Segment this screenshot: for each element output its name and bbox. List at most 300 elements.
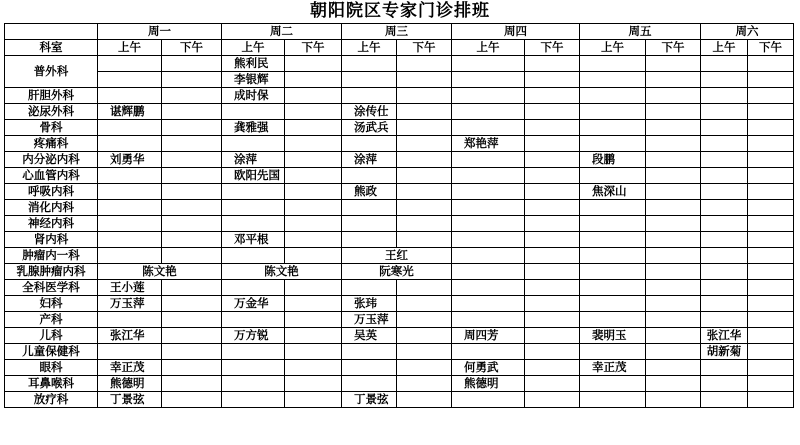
empty-cell: [748, 392, 794, 408]
empty-cell: [646, 152, 701, 168]
empty-cell: [397, 296, 452, 312]
empty-cell: [285, 296, 342, 312]
empty-cell: [646, 232, 701, 248]
empty-cell: [748, 312, 794, 328]
empty-cell: [162, 152, 222, 168]
empty-cell: [397, 184, 452, 200]
doctor-cell: 涂传仕: [342, 104, 397, 120]
day-header-row: [5, 24, 794, 40]
empty-cell: [748, 104, 794, 120]
empty-cell: [285, 72, 342, 88]
doctor-cell: 段鹏: [580, 152, 646, 168]
doctor-cell: 谌辉鹏: [98, 104, 162, 120]
table-row: [5, 88, 794, 104]
table-row: [5, 232, 794, 248]
table-row: [5, 392, 794, 408]
empty-cell: [98, 56, 162, 72]
doctor-cell: 胡新菊: [701, 344, 748, 360]
empty-cell: [452, 392, 525, 408]
doctor-cell: 幸正茂: [580, 360, 646, 376]
doctor-cell: 丁景弦: [342, 392, 397, 408]
empty-cell: [701, 312, 748, 328]
doctor-cell: 熊政: [342, 184, 397, 200]
doctor-cell: 陈文艳: [98, 264, 222, 280]
doctor-cell: 吴英: [342, 328, 397, 344]
table-row: [5, 280, 794, 296]
dept-cell: 全科医学科: [5, 280, 98, 296]
empty-cell: [397, 376, 452, 392]
doctor-cell: 李银辉: [222, 72, 285, 88]
day-header-tue: 周二: [222, 24, 342, 40]
empty-cell: [525, 152, 580, 168]
am-header: 上午: [342, 40, 397, 56]
empty-cell: [525, 232, 580, 248]
empty-cell: [162, 232, 222, 248]
empty-cell: [701, 360, 748, 376]
dept-cell: 呼吸内科: [5, 184, 98, 200]
empty-cell: [701, 120, 748, 136]
empty-cell: [748, 184, 794, 200]
empty-cell: [98, 344, 162, 360]
am-header: 上午: [701, 40, 748, 56]
empty-cell: [342, 56, 397, 72]
dept-cell: 内分泌内科: [5, 152, 98, 168]
dept-cell: 儿科: [5, 328, 98, 344]
empty-cell: [646, 72, 701, 88]
empty-cell: [701, 296, 748, 312]
empty-cell: [525, 360, 580, 376]
doctor-cell: 王红: [342, 248, 452, 264]
dept-cell: 眼科: [5, 360, 98, 376]
empty-cell: [285, 104, 342, 120]
empty-cell: [162, 104, 222, 120]
empty-cell: [646, 200, 701, 216]
empty-cell: [397, 312, 452, 328]
empty-cell: [748, 120, 794, 136]
empty-cell: [397, 72, 452, 88]
empty-cell: [580, 280, 646, 296]
empty-cell: [222, 104, 285, 120]
doctor-cell: 裴明玉: [580, 328, 646, 344]
empty-cell: [285, 200, 342, 216]
empty-cell: [397, 120, 452, 136]
empty-cell: [646, 392, 701, 408]
empty-cell: [285, 184, 342, 200]
empty-cell: [701, 72, 748, 88]
empty-cell: [525, 312, 580, 328]
table-row: [5, 296, 794, 312]
empty-cell: [452, 88, 525, 104]
empty-cell: [646, 88, 701, 104]
empty-cell: [452, 216, 525, 232]
doctor-cell: 周四芳: [452, 328, 525, 344]
am-header: 上午: [98, 40, 162, 56]
doctor-cell: 万金华: [222, 296, 285, 312]
empty-cell: [748, 328, 794, 344]
empty-cell: [525, 168, 580, 184]
doctor-cell: 熊德明: [98, 376, 162, 392]
empty-cell: [580, 392, 646, 408]
empty-cell: [748, 280, 794, 296]
empty-cell: [397, 216, 452, 232]
empty-cell: [701, 56, 748, 72]
empty-cell: [452, 56, 525, 72]
empty-cell: [222, 360, 285, 376]
empty-cell: [525, 200, 580, 216]
doctor-cell: 幸正茂: [98, 360, 162, 376]
empty-cell: [701, 232, 748, 248]
empty-cell: [701, 136, 748, 152]
empty-cell: [748, 376, 794, 392]
dept-cell: 放疗科: [5, 392, 98, 408]
empty-cell: [162, 360, 222, 376]
pm-header: 下午: [748, 40, 794, 56]
empty-cell: [748, 360, 794, 376]
empty-cell: [98, 216, 162, 232]
empty-cell: [397, 280, 452, 296]
am-header: 上午: [580, 40, 646, 56]
doctor-cell: 熊利民: [222, 56, 285, 72]
empty-cell: [222, 248, 285, 264]
dept-cell: 肿瘤内一科: [5, 248, 98, 264]
dept-cell: 儿童保健科: [5, 344, 98, 360]
empty-cell: [701, 392, 748, 408]
empty-cell: [342, 376, 397, 392]
empty-cell: [646, 216, 701, 232]
empty-cell: [525, 248, 580, 264]
empty-cell: [162, 168, 222, 184]
empty-cell: [646, 120, 701, 136]
empty-cell: [162, 120, 222, 136]
empty-cell: [162, 184, 222, 200]
empty-cell: [98, 248, 162, 264]
doctor-cell: 阮寒光: [342, 264, 452, 280]
empty-cell: [580, 136, 646, 152]
doctor-cell: 郑艳萍: [452, 136, 525, 152]
empty-cell: [580, 264, 646, 280]
empty-cell: [162, 72, 222, 88]
empty-cell: [748, 88, 794, 104]
empty-cell: [452, 232, 525, 248]
table-row: [5, 168, 794, 184]
empty-cell: [222, 280, 285, 296]
page-title: 朝阳院区专家门诊排班: [310, 1, 490, 21]
pm-header: 下午: [397, 40, 452, 56]
empty-cell: [525, 72, 580, 88]
dept-column-header: 科室: [5, 40, 98, 56]
empty-cell: [162, 136, 222, 152]
empty-cell: [646, 184, 701, 200]
empty-cell: [525, 120, 580, 136]
empty-cell: [397, 104, 452, 120]
empty-cell: [580, 248, 646, 264]
empty-cell: [342, 168, 397, 184]
dept-cell: 疼痛科: [5, 136, 98, 152]
empty-cell: [397, 328, 452, 344]
empty-cell: [580, 168, 646, 184]
am-header: 上午: [222, 40, 285, 56]
empty-cell: [285, 88, 342, 104]
doctor-cell: 焦深山: [580, 184, 646, 200]
empty-cell: [525, 264, 580, 280]
empty-cell: [748, 296, 794, 312]
empty-cell: [525, 392, 580, 408]
empty-cell: [580, 232, 646, 248]
empty-cell: [397, 168, 452, 184]
table-row: [5, 264, 794, 280]
empty-cell: [285, 360, 342, 376]
empty-cell: [452, 104, 525, 120]
empty-cell: [701, 248, 748, 264]
doctor-cell: 陈文艳: [222, 264, 342, 280]
empty-cell: [342, 136, 397, 152]
table-row: [5, 120, 794, 136]
empty-cell: [98, 168, 162, 184]
empty-cell: [701, 104, 748, 120]
empty-cell: [162, 376, 222, 392]
empty-cell: [748, 152, 794, 168]
empty-cell: [580, 312, 646, 328]
empty-cell: [162, 88, 222, 104]
empty-cell: [646, 248, 701, 264]
dept-cell: 耳鼻喉科: [5, 376, 98, 392]
dept-cell: 泌尿外科: [5, 104, 98, 120]
empty-cell: [525, 280, 580, 296]
empty-cell: [222, 184, 285, 200]
empty-cell: [748, 264, 794, 280]
empty-cell: [342, 88, 397, 104]
table-row: [5, 56, 794, 72]
empty-cell: [646, 264, 701, 280]
empty-cell: [452, 200, 525, 216]
empty-cell: [162, 392, 222, 408]
empty-cell: [342, 216, 397, 232]
empty-cell: [98, 120, 162, 136]
empty-cell: [285, 328, 342, 344]
dept-cell: 肾内科: [5, 232, 98, 248]
empty-cell: [342, 72, 397, 88]
empty-cell: [452, 264, 525, 280]
dept-cell: 乳腺肿瘤内科: [5, 264, 98, 280]
empty-cell: [222, 216, 285, 232]
empty-cell: [525, 104, 580, 120]
doctor-cell: 何勇武: [452, 360, 525, 376]
empty-cell: [525, 216, 580, 232]
empty-cell: [98, 184, 162, 200]
day-header-mon: 周一: [98, 24, 222, 40]
empty-cell: [646, 56, 701, 72]
empty-cell: [748, 232, 794, 248]
empty-cell: [525, 184, 580, 200]
doctor-cell: 涂萍: [342, 152, 397, 168]
empty-cell: [397, 56, 452, 72]
empty-cell: [342, 344, 397, 360]
empty-cell: [342, 360, 397, 376]
empty-cell: [162, 280, 222, 296]
empty-cell: [646, 328, 701, 344]
empty-cell: [98, 136, 162, 152]
pm-header: 下午: [162, 40, 222, 56]
doctor-cell: 王小莲: [98, 280, 162, 296]
empty-cell: [580, 216, 646, 232]
empty-cell: [525, 376, 580, 392]
empty-cell: [285, 152, 342, 168]
empty-cell: [397, 344, 452, 360]
empty-cell: [285, 56, 342, 72]
empty-cell: [285, 232, 342, 248]
empty-cell: [285, 168, 342, 184]
empty-cell: [397, 392, 452, 408]
empty-cell: [701, 216, 748, 232]
doctor-cell: 万玉萍: [342, 312, 397, 328]
empty-cell: [162, 296, 222, 312]
doctor-cell: 欧阳先国: [222, 168, 285, 184]
empty-cell: [646, 312, 701, 328]
dept-cell: 肝胆外科: [5, 88, 98, 104]
empty-cell: [342, 280, 397, 296]
empty-cell: [285, 248, 342, 264]
table-row: [5, 376, 794, 392]
empty-cell: [397, 136, 452, 152]
empty-cell: [285, 280, 342, 296]
day-header-fri: 周五: [580, 24, 701, 40]
day-header-sat: 周六: [701, 24, 794, 40]
pm-header: 下午: [646, 40, 701, 56]
empty-cell: [162, 248, 222, 264]
empty-cell: [452, 184, 525, 200]
empty-cell: [397, 88, 452, 104]
table-row: [5, 360, 794, 376]
empty-cell: [525, 344, 580, 360]
empty-cell: [162, 216, 222, 232]
empty-cell: [222, 136, 285, 152]
dept-cell: 心血管内科: [5, 168, 98, 184]
empty-cell: [701, 200, 748, 216]
empty-cell: [580, 296, 646, 312]
empty-cell: [748, 168, 794, 184]
doctor-cell: 汤武兵: [342, 120, 397, 136]
empty-cell: [646, 360, 701, 376]
empty-cell: [525, 296, 580, 312]
empty-cell: [646, 296, 701, 312]
empty-cell: [222, 376, 285, 392]
empty-cell: [452, 248, 525, 264]
empty-cell: [342, 200, 397, 216]
empty-cell: [580, 200, 646, 216]
doctor-cell: 张玮: [342, 296, 397, 312]
empty-cell: [580, 120, 646, 136]
table-row: [5, 312, 794, 328]
table-row: [5, 136, 794, 152]
empty-cell: [285, 120, 342, 136]
empty-cell: [452, 72, 525, 88]
doctor-cell: 刘勇华: [98, 152, 162, 168]
day-header-wed: 周三: [342, 24, 452, 40]
empty-cell: [701, 376, 748, 392]
empty-cell: [162, 200, 222, 216]
empty-cell: [222, 200, 285, 216]
empty-cell: [98, 88, 162, 104]
table-row: [5, 216, 794, 232]
empty-cell: [701, 184, 748, 200]
empty-cell: [646, 104, 701, 120]
empty-cell: [397, 152, 452, 168]
dept-cell: 妇科: [5, 296, 98, 312]
empty-cell: [397, 200, 452, 216]
empty-cell: [580, 72, 646, 88]
empty-cell: [646, 168, 701, 184]
table-row: [5, 72, 794, 88]
doctor-cell: 张江华: [701, 328, 748, 344]
empty-cell: [285, 216, 342, 232]
empty-cell: [525, 56, 580, 72]
table-row: [5, 104, 794, 120]
empty-cell: [646, 136, 701, 152]
pm-header: 下午: [525, 40, 580, 56]
empty-cell: [646, 376, 701, 392]
dept-cell: 神经内科: [5, 216, 98, 232]
empty-cell: [98, 232, 162, 248]
session-header-row: [5, 40, 794, 56]
empty-cell: [580, 56, 646, 72]
empty-cell: [701, 168, 748, 184]
table-row: [5, 200, 794, 216]
dept-cell: 骨科: [5, 120, 98, 136]
empty-cell: [701, 88, 748, 104]
empty-cell: [452, 280, 525, 296]
dept-cell: 普外科: [5, 56, 98, 88]
dept-cell: 产科: [5, 312, 98, 328]
empty-cell: [285, 376, 342, 392]
empty-cell: [748, 72, 794, 88]
empty-cell: [525, 88, 580, 104]
empty-cell: [397, 232, 452, 248]
empty-cell: [748, 200, 794, 216]
empty-cell: [162, 328, 222, 344]
empty-cell: [452, 120, 525, 136]
empty-cell: [98, 200, 162, 216]
empty-cell: [701, 152, 748, 168]
table-row: [5, 184, 794, 200]
empty-cell: [646, 344, 701, 360]
empty-cell: [98, 312, 162, 328]
doctor-cell: 邓平根: [222, 232, 285, 248]
empty-cell: [285, 312, 342, 328]
empty-cell: [285, 136, 342, 152]
empty-cell: [452, 344, 525, 360]
table-row: [5, 152, 794, 168]
doctor-cell: 龚雅强: [222, 120, 285, 136]
empty-cell: [748, 216, 794, 232]
doctor-cell: 成时保: [222, 88, 285, 104]
doctor-cell: 丁景弦: [98, 392, 162, 408]
empty-cell: [748, 248, 794, 264]
empty-cell: [285, 344, 342, 360]
table-row: [5, 328, 794, 344]
empty-cell: [580, 88, 646, 104]
am-header: 上午: [452, 40, 525, 56]
doctor-cell: 涂萍: [222, 152, 285, 168]
empty-cell: [452, 312, 525, 328]
day-header-thu: 周四: [452, 24, 580, 40]
table-row: [5, 248, 794, 264]
empty-cell: [580, 376, 646, 392]
dept-cell: 消化内科: [5, 200, 98, 216]
empty-cell: [525, 136, 580, 152]
empty-cell: [5, 24, 98, 40]
doctor-cell: 万玉萍: [98, 296, 162, 312]
empty-cell: [701, 280, 748, 296]
